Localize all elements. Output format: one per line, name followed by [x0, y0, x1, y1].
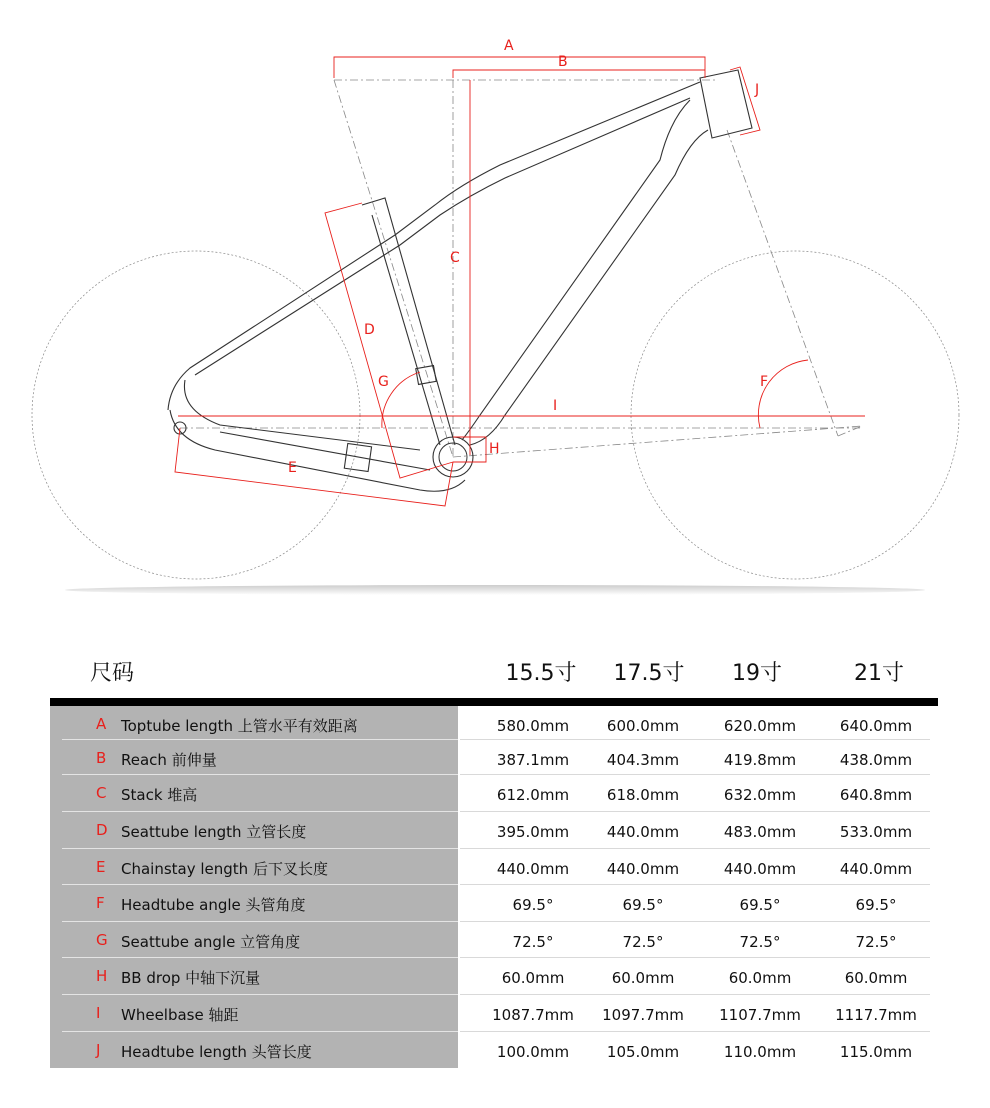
table-row	[50, 958, 930, 995]
row-label: Seattube angle 立管角度	[121, 933, 301, 951]
table-row	[50, 740, 930, 775]
row-label: Stack 堆高	[121, 786, 198, 804]
row-value: 440.0mm	[496, 860, 570, 878]
row-value: 618.0mm	[606, 786, 680, 804]
row-letter: G	[96, 931, 108, 949]
row-value: 440.0mm	[606, 860, 680, 878]
row-value: 72.5°	[512, 933, 554, 951]
row-letter: H	[96, 967, 108, 985]
row-value: 115.0mm	[839, 1043, 913, 1061]
row-value: 60.0mm	[611, 969, 675, 987]
row-value: 100.0mm	[496, 1043, 570, 1061]
row-value: 440.0mm	[723, 860, 797, 878]
size-col-header: 21寸	[854, 661, 904, 686]
size-header: 尺码	[90, 661, 135, 686]
row-value: 69.5°	[739, 896, 781, 914]
row-value: 1107.7mm	[719, 1006, 801, 1024]
row-letter: F	[96, 894, 105, 912]
row-value: 640.8mm	[839, 786, 913, 804]
row-value: 1097.7mm	[602, 1006, 684, 1024]
row-label: Chainstay length 后下叉长度	[121, 860, 328, 878]
row-value: 105.0mm	[606, 1043, 680, 1061]
row-value: 404.3mm	[606, 751, 680, 769]
table-row	[50, 885, 930, 922]
row-value: 110.0mm	[723, 1043, 797, 1061]
row-value: 69.5°	[512, 896, 554, 914]
row-letter: C	[96, 784, 107, 802]
row-label: Headtube angle 头管角度	[121, 896, 306, 914]
row-value: 440.0mm	[606, 823, 680, 841]
size-col-header: 15.5寸	[505, 661, 577, 686]
row-value: 600.0mm	[606, 717, 680, 735]
table-row	[50, 995, 930, 1032]
row-label: BB drop 中轴下沉量	[121, 969, 261, 987]
dim-label-c: C	[450, 250, 460, 266]
row-label: Toptube length 上管水平有效距离	[121, 717, 358, 735]
row-value: 1087.7mm	[492, 1006, 574, 1024]
dim-label-i: I	[553, 398, 558, 414]
row-value: 60.0mm	[844, 969, 908, 987]
ground-shadow	[65, 585, 925, 595]
dim-label-d: D	[364, 322, 375, 338]
row-value: 632.0mm	[723, 786, 797, 804]
row-label: Headtube length 头管长度	[121, 1043, 312, 1061]
header-divider	[50, 698, 938, 706]
row-value: 60.0mm	[728, 969, 792, 987]
row-value: 440.0mm	[839, 860, 913, 878]
row-value: 72.5°	[855, 933, 897, 951]
row-letter: J	[96, 1041, 101, 1059]
row-value: 72.5°	[622, 933, 664, 951]
row-value: 60.0mm	[501, 969, 565, 987]
row-value: 1117.7mm	[835, 1006, 917, 1024]
dim-label-h: H	[489, 441, 500, 457]
table-row	[50, 922, 930, 958]
row-label: Reach 前伸量	[121, 751, 217, 769]
row-value: 640.0mm	[839, 717, 913, 735]
row-letter: I	[96, 1004, 101, 1022]
front-wheel	[631, 251, 959, 579]
row-label: Wheelbase 轴距	[121, 1006, 239, 1024]
row-value: 533.0mm	[839, 823, 913, 841]
row-value: 419.8mm	[723, 751, 797, 769]
dim-label-j: J	[755, 82, 760, 98]
guide-lines	[180, 80, 862, 457]
size-col-header: 17.5寸	[613, 661, 685, 686]
table-row	[50, 775, 930, 812]
rear-wheel	[32, 251, 360, 579]
row-value: 395.0mm	[496, 823, 570, 841]
row-value: 69.5°	[855, 896, 897, 914]
row-value: 72.5°	[739, 933, 781, 951]
row-value: 620.0mm	[723, 717, 797, 735]
table-row	[50, 849, 930, 885]
row-value: 438.0mm	[839, 751, 913, 769]
row-value: 612.0mm	[496, 786, 570, 804]
row-value: 387.1mm	[496, 751, 570, 769]
row-letter: B	[96, 749, 107, 767]
table-row	[50, 812, 930, 849]
row-value: 483.0mm	[723, 823, 797, 841]
size-col-header: 19寸	[732, 661, 782, 686]
row-label: Seattube length 立管长度	[121, 823, 307, 841]
dimension-lines	[175, 57, 865, 506]
table-row	[50, 706, 930, 740]
row-letter: E	[96, 858, 106, 876]
row-value: 580.0mm	[496, 717, 570, 735]
row-letter: D	[96, 821, 108, 839]
row-value: 69.5°	[622, 896, 664, 914]
dim-label-b: B	[558, 54, 568, 70]
table-row	[50, 1032, 930, 1068]
row-letter: A	[96, 715, 107, 733]
dim-label-f: F	[760, 374, 769, 390]
dim-label-g: G	[378, 374, 389, 390]
dim-label-a: A	[504, 38, 514, 54]
dim-label-e: E	[288, 460, 297, 476]
